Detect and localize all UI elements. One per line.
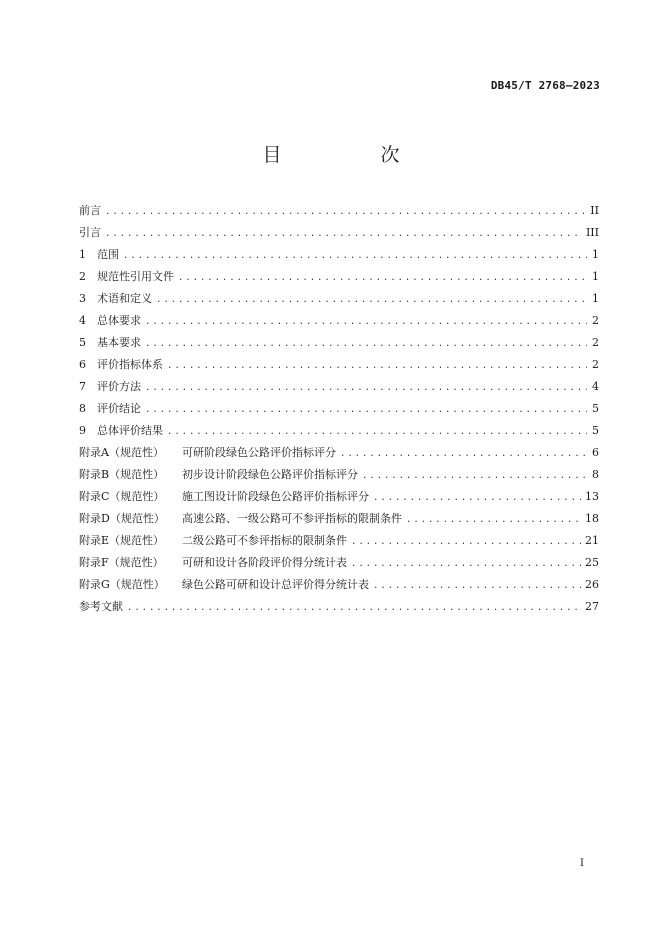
toc-entry-label: 绿色公路可研和设计总评价得分统计表	[182, 578, 369, 591]
toc-entry-page: 18	[585, 512, 599, 525]
toc-entry-number: 5	[79, 336, 86, 349]
toc-entry-appendix-prefix: 附录C（规范性）	[79, 490, 165, 503]
toc-entry-label: 规范性引用文件	[97, 270, 174, 283]
toc-leader-dots	[373, 575, 581, 596]
toc-entry-page: III	[585, 226, 599, 239]
toc-entry-page: 1	[592, 248, 599, 261]
toc-entry-label: 参考文献	[79, 600, 123, 613]
toc-entry-label: 可研和设计各阶段评价得分统计表	[182, 556, 347, 569]
toc-leader-dots	[178, 267, 587, 288]
toc-entry-label: 评价方法	[97, 380, 141, 393]
toc-entry-page: 2	[592, 358, 599, 371]
toc-entry-number: 2	[79, 270, 86, 283]
toc-entry-appendix-prefix: 附录E（规范性）	[79, 534, 165, 547]
toc-entry-number: 1	[79, 248, 86, 261]
toc-entry-page: 8	[592, 468, 599, 481]
toc-entry-label: 引言	[79, 226, 101, 239]
toc-entry-label: 评价结论	[97, 402, 141, 415]
toc-entry-label: 施工图设计阶段绿色公路评价指标评分	[182, 490, 369, 503]
toc-leader-dots	[145, 311, 587, 332]
toc-entry[interactable]	[79, 222, 599, 244]
toc-entry-label: 范围	[97, 248, 119, 261]
toc-entry-label: 总体评价结果	[97, 424, 163, 437]
toc-entry-label: 前言	[79, 204, 101, 217]
toc-entry-appendix-prefix: 附录G（规范性）	[79, 578, 165, 591]
toc-leader-dots	[127, 597, 581, 618]
toc-entry-number: 7	[79, 380, 86, 393]
toc-entry[interactable]	[79, 552, 599, 574]
toc-entry[interactable]	[79, 266, 599, 288]
page-number: I	[580, 858, 584, 869]
toc-entry[interactable]	[79, 310, 599, 332]
toc-entry-page: 27	[585, 600, 599, 613]
toc-leader-dots	[362, 465, 587, 486]
toc-entry-page: 1	[592, 270, 599, 283]
toc-entry[interactable]	[79, 486, 599, 508]
toc-entry[interactable]	[79, 200, 599, 222]
toc-leader-dots	[167, 421, 587, 442]
toc-entry-page: 2	[592, 314, 599, 327]
toc-entry-page: 5	[592, 424, 599, 437]
toc-entry-page: 13	[585, 490, 599, 503]
toc-entry-label: 二级公路可不参评指标的限制条件	[182, 534, 347, 547]
toc-entry-label: 可研阶段绿色公路评价指标评分	[182, 446, 336, 459]
toc-leader-dots	[351, 531, 581, 552]
toc-leader-dots	[145, 377, 587, 398]
toc-entry-page: 21	[585, 534, 599, 547]
toc-leader-dots	[156, 289, 587, 310]
toc-leader-dots	[373, 487, 581, 508]
toc-entry-page: 2	[592, 336, 599, 349]
toc-entry-appendix-prefix: 附录F（规范性）	[79, 556, 164, 569]
toc-entry[interactable]	[79, 332, 599, 354]
toc-entry[interactable]	[79, 354, 599, 376]
toc-leader-dots	[105, 223, 582, 244]
toc-entry-page: 26	[585, 578, 599, 591]
toc-entry[interactable]	[79, 288, 599, 310]
toc-leader-dots	[340, 443, 587, 464]
toc-entry-label: 评价指标体系	[97, 358, 163, 371]
toc-entry-page: 5	[592, 402, 599, 415]
toc-entry-page: 4	[592, 380, 599, 393]
toc-entry[interactable]	[79, 398, 599, 420]
toc-entry[interactable]	[79, 596, 599, 618]
table-of-contents	[79, 200, 599, 618]
toc-entry-number: 3	[79, 292, 86, 305]
standard-code: DB45/T 2768—2023	[490, 79, 600, 92]
toc-entry-page: 6	[592, 446, 599, 459]
toc-entry-page: 25	[585, 556, 599, 569]
toc-entry[interactable]	[79, 530, 599, 552]
toc-entry[interactable]	[79, 508, 599, 530]
toc-entry-label: 术语和定义	[97, 292, 152, 305]
toc-entry-page: II	[590, 204, 599, 217]
toc-leader-dots	[123, 245, 587, 266]
toc-entry[interactable]	[79, 464, 599, 486]
toc-entry-page: 1	[592, 292, 599, 305]
toc-entry-appendix-prefix: 附录A（规范性）	[79, 446, 164, 459]
toc-leader-dots	[145, 333, 587, 354]
toc-entry-appendix-prefix: 附录D（规范性）	[79, 512, 165, 525]
toc-entry-label: 初步设计阶段绿色公路评价指标评分	[182, 468, 358, 481]
toc-entry-label: 基本要求	[97, 336, 141, 349]
toc-entry[interactable]	[79, 376, 599, 398]
toc-entry-number: 6	[79, 358, 86, 371]
toc-leader-dots	[105, 201, 586, 222]
toc-leader-dots	[167, 355, 587, 376]
toc-entry-label: 总体要求	[97, 314, 141, 327]
toc-entry[interactable]	[79, 574, 599, 596]
toc-entry-number: 4	[79, 314, 86, 327]
toc-leader-dots	[406, 509, 581, 530]
page-title: 目 次	[262, 144, 440, 166]
toc-entry[interactable]	[79, 244, 599, 266]
toc-leader-dots	[145, 399, 587, 420]
toc-entry[interactable]	[79, 442, 599, 464]
toc-entry[interactable]	[79, 420, 599, 442]
toc-leader-dots	[351, 553, 581, 574]
toc-entry-number: 9	[79, 424, 86, 437]
toc-entry-appendix-prefix: 附录B（规范性）	[79, 468, 165, 481]
toc-entry-number: 8	[79, 402, 86, 415]
toc-entry-label: 高速公路、一级公路可不参评指标的限制条件	[182, 512, 402, 525]
